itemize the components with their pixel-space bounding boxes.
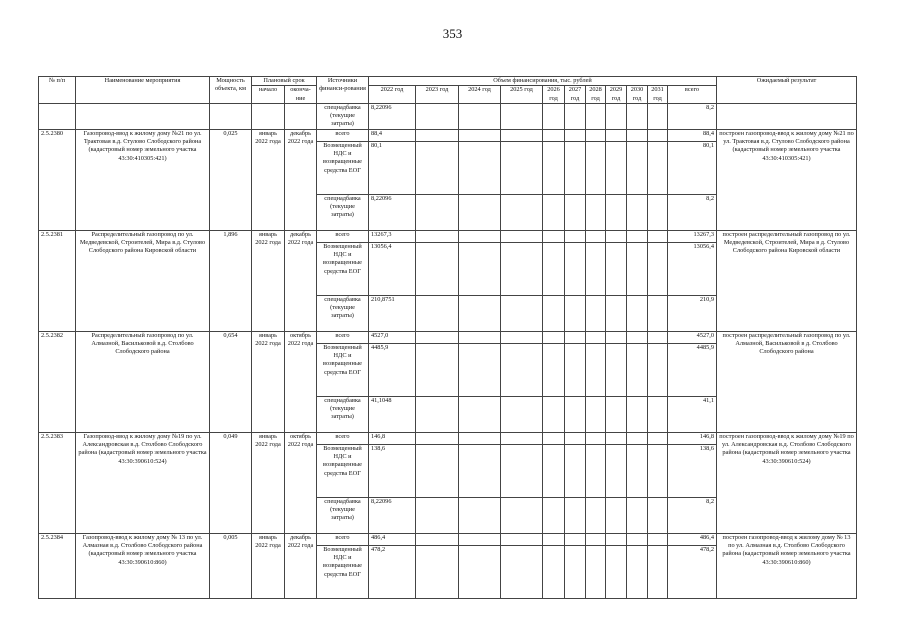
header-year: 2024 год	[459, 86, 501, 104]
empty-year-cell	[543, 194, 565, 230]
empty-year-cell	[565, 343, 586, 396]
header-year: 2027 год	[565, 86, 586, 104]
empty-year-cell	[565, 295, 586, 331]
value-2022: 13267,3	[369, 230, 416, 242]
continuation-row	[39, 103, 857, 129]
empty-year-cell	[627, 545, 648, 598]
value-total: 486,4	[668, 533, 717, 545]
empty-year-cell	[586, 141, 606, 194]
empty-year-cell	[565, 432, 586, 444]
empty-year-cell	[565, 497, 586, 533]
header-start: начало	[252, 86, 285, 104]
empty-year-cell	[586, 497, 606, 533]
empty-year-cell	[459, 129, 501, 141]
record-capacity: 0,025	[210, 129, 252, 230]
empty-year-cell	[565, 331, 586, 343]
empty-year-cell	[565, 396, 586, 432]
empty-year-cell	[565, 242, 586, 295]
empty-year-cell	[459, 230, 501, 242]
empty-year-cell	[648, 497, 668, 533]
value-2022: 138,6	[369, 444, 416, 497]
record-name: Газопровод-ввод к жилому дому №21 по ул. Трактовая в.д. Стулово Слободского района (кадастровый номер земельного участка 43:30:410305:421)	[76, 129, 210, 230]
empty-year-cell	[459, 444, 501, 497]
empty-year-cell	[648, 331, 668, 343]
empty-year-cell	[501, 141, 543, 194]
header-year: 2025 год	[501, 86, 543, 104]
empty-year-cell	[543, 432, 565, 444]
empty-year-cell	[565, 194, 586, 230]
empty-year-cell	[459, 497, 501, 533]
empty-year-cell	[606, 545, 627, 598]
header-year: 2029 год	[606, 86, 627, 104]
empty-year-cell	[606, 141, 627, 194]
empty-year-cell	[459, 141, 501, 194]
empty-year-cell	[543, 295, 565, 331]
empty-year-cell	[586, 194, 606, 230]
empty-year-cell	[416, 141, 459, 194]
empty-year-cell	[501, 194, 543, 230]
record-result: построен распределительный газопровод по ул. Медведевской, Строителей, Мира в д. Стулово Слободского района Кировской области	[717, 230, 857, 331]
empty-year-cell	[543, 230, 565, 242]
empty-year-cell	[648, 545, 668, 598]
empty-year-cell	[416, 194, 459, 230]
empty-year-cell	[543, 141, 565, 194]
header-num: № п/п	[39, 77, 76, 104]
empty-year-cell	[606, 396, 627, 432]
empty-year-cell	[586, 230, 606, 242]
empty-year-cell	[501, 432, 543, 444]
empty-year-cell	[501, 230, 543, 242]
empty-year-cell	[459, 295, 501, 331]
empty-year-cell	[627, 331, 648, 343]
empty-year-cell	[648, 396, 668, 432]
value-2022: 41,1048	[369, 396, 416, 432]
record-end: октябрь 2022 года	[285, 432, 317, 533]
empty-year-cell	[416, 129, 459, 141]
empty-year-cell	[459, 242, 501, 295]
record-name: Распределительный газопровод по ул. Алмазной, Васильковой в.д. Столбово Слободского района	[76, 331, 210, 432]
value-2022: 478,2	[369, 545, 416, 598]
empty-year-cell	[543, 444, 565, 497]
empty-year-cell	[565, 141, 586, 194]
empty-year-cell	[648, 444, 668, 497]
empty-year-cell	[416, 444, 459, 497]
empty-year-cell	[648, 533, 668, 545]
source-cell: Возмещенный НДС и возвращенные средства ЕОГ	[317, 141, 369, 194]
empty-year-cell	[543, 533, 565, 545]
source-cell: Возмещенный НДС и возвращенные средства ЕОГ	[317, 545, 369, 598]
record-capacity: 0,654	[210, 331, 252, 432]
table-row	[39, 533, 857, 545]
value-total: 8,2	[668, 194, 717, 230]
empty-year-cell	[586, 331, 606, 343]
record-result: построен распределительный газопровод по ул. Алмазной, Васильковой в д. Столбово Слободского района	[717, 331, 857, 432]
value-total: 138,6	[668, 444, 717, 497]
record-code: 2.5.2384	[39, 533, 76, 598]
record-result: построен газопровод-ввод к жилому дому № 13 по ул. Алмазная в.д. Столбово Слободского района (кадастровый номер земельного участка 43:30:390610:860)	[717, 533, 857, 598]
record-code: 2.5.2381	[39, 230, 76, 331]
empty-year-cell	[416, 295, 459, 331]
record-end: декабрь 2022 года	[285, 230, 317, 331]
value-2022: 146,8	[369, 432, 416, 444]
value-2022: 8,22096	[369, 194, 416, 230]
header-end: оконча-ние	[285, 86, 317, 104]
empty-year-cell	[606, 343, 627, 396]
record-name: Газопровод-ввод к жилому дому №19 по ул. Александровская в.д. Столбово Слободского района (кадастровый номер земельного участка 43:30:390610:524)	[76, 432, 210, 533]
empty-year-cell	[606, 444, 627, 497]
source-cell: всего	[317, 533, 369, 545]
record-code: 2.5.2380	[39, 129, 76, 230]
empty-year-cell	[565, 230, 586, 242]
table-row	[39, 331, 857, 343]
empty-year-cell	[586, 242, 606, 295]
record-capacity: 1,896	[210, 230, 252, 331]
record-result: построен газопровод-ввод к жилому дому №21 по ул. Трактовая в.д. Стулово Слободского района (кадастровый номер земельного участка 43:30:410305:421)	[717, 129, 857, 230]
record-start: январь 2022 года	[252, 129, 285, 230]
value-total: 146,8	[668, 432, 717, 444]
header-capacity: Мощность объекта, км	[210, 77, 252, 104]
empty-year-cell	[627, 497, 648, 533]
empty-year-cell	[586, 129, 606, 141]
source-cell: Возмещенный НДС и возвращенные средства ЕОГ	[317, 343, 369, 396]
record-capacity: 0,005	[210, 533, 252, 598]
empty-year-cell	[501, 331, 543, 343]
empty-year-cell	[416, 497, 459, 533]
value-total: 41,1	[668, 396, 717, 432]
record-start: январь 2022 года	[252, 432, 285, 533]
empty-year-cell	[606, 533, 627, 545]
empty-year-cell	[648, 141, 668, 194]
source-cell: Возмещенный НДС и возвращенные средства ЕОГ	[317, 242, 369, 295]
value-total: 13056,4	[668, 242, 717, 295]
empty-year-cell	[586, 295, 606, 331]
financing-table	[38, 76, 857, 599]
empty-year-cell	[606, 331, 627, 343]
empty-year-cell	[459, 194, 501, 230]
value-total: 8,2	[668, 497, 717, 533]
header-year: 2023 год	[416, 86, 459, 104]
empty-year-cell	[627, 396, 648, 432]
empty-year-cell	[606, 230, 627, 242]
empty-year-cell	[606, 295, 627, 331]
empty-year-cell	[565, 533, 586, 545]
value-2022: 13056,4	[369, 242, 416, 295]
empty-year-cell	[416, 331, 459, 343]
source-cell: спецнадбавка (текущие затраты)	[317, 396, 369, 432]
record-name: Распределительный газопровод по ул. Медведевской, Строителей, Мира в.д. Стулово Слободского района Кировской области	[76, 230, 210, 331]
empty-year-cell	[606, 242, 627, 295]
header-year: 2031 год	[648, 86, 668, 104]
table-row	[39, 230, 857, 242]
empty-year-cell	[416, 242, 459, 295]
empty-year-cell	[565, 129, 586, 141]
empty-year-cell	[648, 230, 668, 242]
empty-year-cell	[565, 545, 586, 598]
source-cell: спецнадбавка (текущие затраты)	[317, 295, 369, 331]
empty-year-cell	[543, 497, 565, 533]
table-row	[39, 129, 857, 141]
header-period: Плановый срок	[252, 77, 317, 86]
source-cell: всего	[317, 230, 369, 242]
empty-year-cell	[648, 242, 668, 295]
header-row-1	[39, 77, 857, 86]
empty-year-cell	[459, 343, 501, 396]
value-total: 4485,9	[668, 343, 717, 396]
empty-year-cell	[543, 331, 565, 343]
empty-year-cell	[501, 343, 543, 396]
record-end: декабрь 2022 года	[285, 129, 317, 230]
empty-year-cell	[627, 194, 648, 230]
header-result: Ожидаемый результат	[717, 77, 857, 104]
empty-year-cell	[459, 545, 501, 598]
empty-year-cell	[627, 533, 648, 545]
record-start: январь 2022 года	[252, 230, 285, 331]
empty-year-cell	[586, 396, 606, 432]
header-volume: Объем финансирования, тыс. рублей	[369, 77, 717, 86]
record-start: январь 2022 года	[252, 533, 285, 598]
empty-year-cell	[416, 343, 459, 396]
empty-year-cell	[606, 129, 627, 141]
header-source: Источники финанси-рования	[317, 77, 369, 104]
empty-year-cell	[627, 343, 648, 396]
record-end: декабрь 2022 года	[285, 533, 317, 598]
empty-year-cell	[543, 396, 565, 432]
empty-year-cell	[627, 141, 648, 194]
header-year: 2022 год	[369, 86, 416, 104]
value-2022: 4485,9	[369, 343, 416, 396]
empty-year-cell	[416, 533, 459, 545]
value-total: 210,9	[668, 295, 717, 331]
empty-year-cell	[543, 545, 565, 598]
empty-year-cell	[627, 230, 648, 242]
empty-year-cell	[606, 432, 627, 444]
page-number: 353	[442, 26, 463, 41]
empty-year-cell	[565, 444, 586, 497]
value-2022: 210,8751	[369, 295, 416, 331]
header-name: Наименование мероприятия	[76, 77, 210, 104]
record-code: 2.5.2382	[39, 331, 76, 432]
value-2022: 486,4	[369, 533, 416, 545]
table-body	[39, 103, 857, 598]
empty-year-cell	[648, 129, 668, 141]
value-2022: 8,22096	[369, 103, 416, 129]
empty-year-cell	[627, 444, 648, 497]
value-total: 80,1	[668, 141, 717, 194]
header-year: 2028 год	[586, 86, 606, 104]
value-2022: 4527,0	[369, 331, 416, 343]
value-2022: 80,1	[369, 141, 416, 194]
empty-year-cell	[606, 194, 627, 230]
empty-year-cell	[586, 432, 606, 444]
empty-year-cell	[501, 545, 543, 598]
empty-year-cell	[416, 545, 459, 598]
empty-year-cell	[606, 497, 627, 533]
empty-year-cell	[543, 343, 565, 396]
empty-year-cell	[416, 230, 459, 242]
empty-year-cell	[648, 295, 668, 331]
value-total: 8,2	[668, 103, 717, 129]
value-2022: 8,22096	[369, 497, 416, 533]
source-cell: спецнадбавка (текущие затраты)	[317, 497, 369, 533]
header-year: 2026 год	[543, 86, 565, 104]
record-code: 2.5.2383	[39, 432, 76, 533]
empty-year-cell	[586, 545, 606, 598]
table-row	[39, 432, 857, 444]
empty-year-cell	[648, 343, 668, 396]
empty-year-cell	[648, 194, 668, 230]
empty-year-cell	[459, 396, 501, 432]
empty-year-cell	[459, 533, 501, 545]
empty-year-cell	[627, 432, 648, 444]
source-cell: спецнадбавка (текущие затраты)	[317, 194, 369, 230]
source-cell: Возмещенный НДС и возвращенные средства ЕОГ	[317, 444, 369, 497]
empty-year-cell	[416, 396, 459, 432]
empty-year-cell	[543, 242, 565, 295]
empty-year-cell	[501, 533, 543, 545]
empty-year-cell	[501, 295, 543, 331]
empty-year-cell	[501, 396, 543, 432]
empty-year-cell	[627, 129, 648, 141]
record-result: построен газопровод-ввод к жилому дому №19 по ул. Александровская в.д. Столбово Слободского района (кадастровый номер земельного участка 43:30:390610:524)	[717, 432, 857, 533]
record-start: январь 2022 года	[252, 331, 285, 432]
empty-year-cell	[501, 129, 543, 141]
source-cell: спецнадбавка (текущие затраты)	[317, 103, 369, 129]
value-total: 88,4	[668, 129, 717, 141]
record-name: Газопровод-ввод к жилому дому № 13 по ул. Алмазная в.д. Столбово Слободского района (кадастровый номер земельного участка 43:30:390610:860)	[76, 533, 210, 598]
value-total: 13267,3	[668, 230, 717, 242]
source-cell: всего	[317, 432, 369, 444]
empty-year-cell	[586, 444, 606, 497]
value-total: 478,2	[668, 545, 717, 598]
empty-year-cell	[586, 533, 606, 545]
empty-year-cell	[459, 432, 501, 444]
header-year: 2030 год	[627, 86, 648, 104]
empty-year-cell	[501, 242, 543, 295]
source-cell: всего	[317, 129, 369, 141]
empty-year-cell	[586, 343, 606, 396]
empty-year-cell	[416, 432, 459, 444]
value-2022: 88,4	[369, 129, 416, 141]
record-end: октябрь 2022 года	[285, 331, 317, 432]
record-capacity: 0,049	[210, 432, 252, 533]
empty-year-cell	[459, 331, 501, 343]
value-total: 4527,0	[668, 331, 717, 343]
empty-year-cell	[543, 129, 565, 141]
source-cell: всего	[317, 331, 369, 343]
empty-year-cell	[501, 497, 543, 533]
empty-year-cell	[627, 242, 648, 295]
header-year-total: всего	[668, 86, 717, 104]
empty-year-cell	[648, 432, 668, 444]
empty-year-cell	[627, 295, 648, 331]
empty-year-cell	[501, 444, 543, 497]
